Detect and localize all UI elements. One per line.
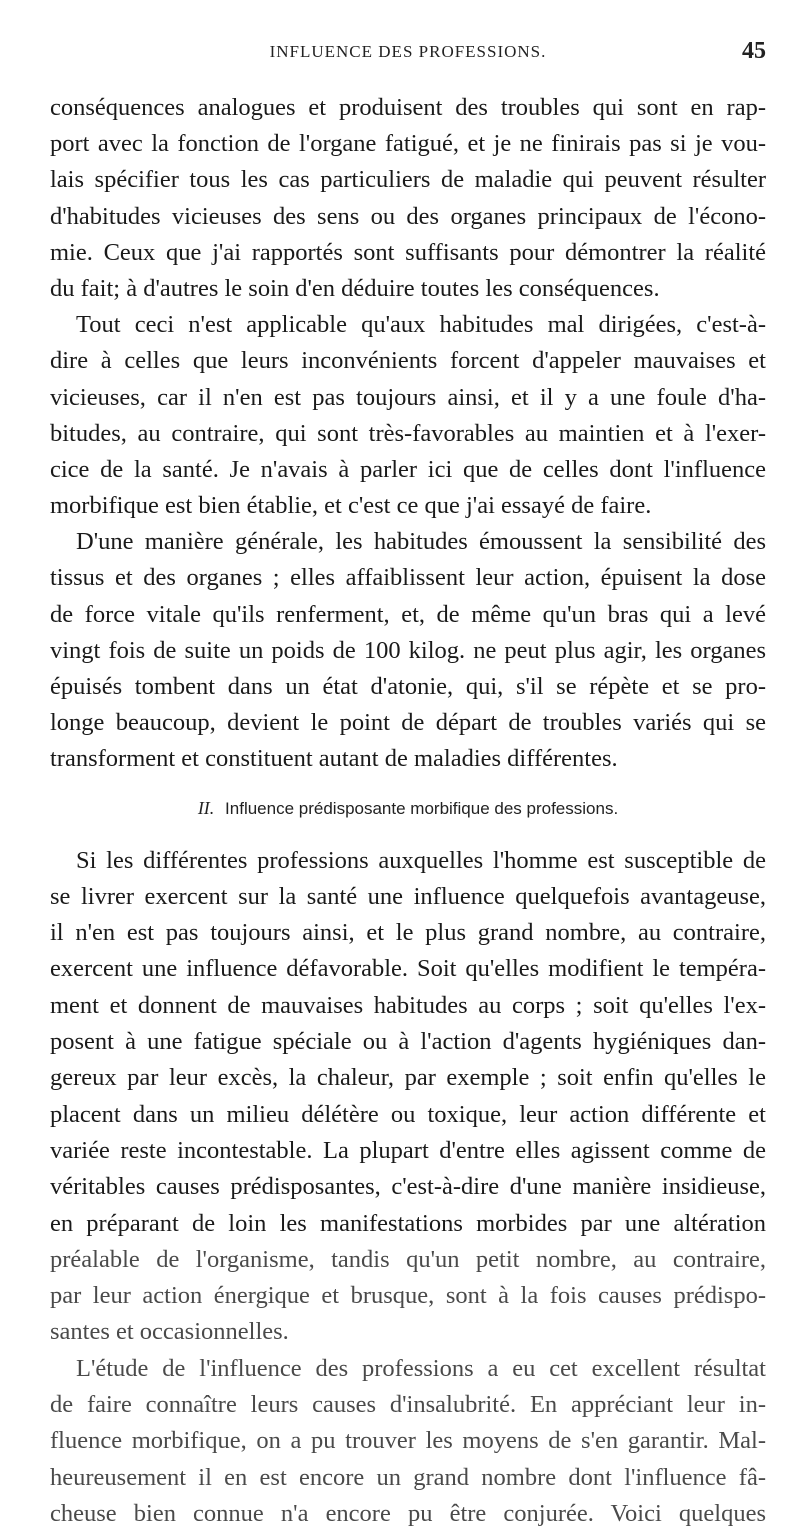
text-line: d'habitudes vicieuses des sens ou des organes principaux de l'écono- bbox=[50, 202, 766, 230]
text-line: Si les différentes professions auxquelles l'homme est susceptible de bbox=[76, 846, 766, 874]
paragraph-2 bbox=[50, 307, 766, 524]
text-line: de force vitale qu'ils renferment, et, de même qu'un bras qui a levé bbox=[50, 600, 766, 628]
section-heading bbox=[50, 798, 766, 819]
paragraph-4 bbox=[50, 843, 766, 1351]
text-line: santes et occasionnelles. bbox=[50, 1318, 289, 1346]
text-line: posent à une fatigue spéciale ou à l'action d'agents hygiéniques dan- bbox=[50, 1028, 766, 1056]
running-title: INFLUENCE DES PROFESSIONS. bbox=[269, 42, 547, 61]
text-line: fluence morbifique, on a pu trouver les moyens de s'en garantir. Mal- bbox=[50, 1427, 766, 1455]
text-line: lais spécifier tous les cas particuliers de maladie qui peuvent résulter bbox=[50, 166, 766, 194]
text-line: L'étude de l'influence des professions a eu cet excellent résultat bbox=[76, 1354, 766, 1382]
text-line: variée reste incontestable. La plupart d'entre elles agissent comme de bbox=[50, 1136, 766, 1164]
text-line: véritables causes prédisposantes, c'est-à-dire d'une manière insidieuse, bbox=[50, 1173, 766, 1201]
text-line: épuisés tombent dans un état d'atonie, qui, s'il se répète et se pro- bbox=[50, 673, 766, 700]
paragraph-1 bbox=[50, 90, 766, 307]
section-numeral: II. bbox=[197, 797, 215, 818]
text-line: exercent une influence défavorable. Soit qu'elles modifient le tempéra- bbox=[50, 955, 766, 983]
text-line: tissus et des organes ; elles affaiblissent leur action, épuisent la dose bbox=[50, 564, 766, 592]
text-line: port avec la fonction de l'organe fatigué, et je ne finirais pas si je vou- bbox=[50, 130, 766, 158]
paragraph-3 bbox=[50, 524, 766, 777]
text-line: mie. Ceux que j'ai rapportés sont suffisants pour démontrer la réalité bbox=[50, 238, 766, 266]
text-line: se livrer exercent sur la santé une influence quelquefois avantageuse, bbox=[50, 882, 766, 910]
text-line: longe beaucoup, devient le point de départ de troubles variés qui se bbox=[50, 709, 766, 737]
text-line: conséquences analogues et produisent des troubles qui sont en rap- bbox=[50, 94, 766, 121]
section-title: Influence prédisposante morbifique des professions. bbox=[225, 798, 619, 818]
text-line: de faire connaître leurs causes d'insalubrité. En appréciant leur in- bbox=[50, 1391, 766, 1419]
text-line: dire à celles que leurs inconvénients forcent d'appeler mauvaises et bbox=[50, 347, 766, 375]
text-line: ment et donnent de mauvaises habitudes au corps ; soit qu'elles l'ex- bbox=[50, 991, 766, 1019]
body-text bbox=[50, 90, 766, 1532]
page-number: 45 bbox=[742, 38, 766, 64]
text-line: vingt fois de suite un poids de 100 kilog. ne peut plus agir, les organes bbox=[50, 636, 766, 664]
text-line: heureusement il en est encore un grand nombre dont l'influence fâ- bbox=[50, 1463, 766, 1491]
text-line: vicieuses, car il n'en est pas toujours ainsi, et il y a une foule d'ha- bbox=[50, 383, 766, 411]
running-head bbox=[50, 38, 766, 72]
text-line: transforment et constituent autant de maladies différentes. bbox=[50, 745, 618, 773]
paragraph-5 bbox=[50, 1351, 766, 1532]
text-line: il n'en est pas toujours ainsi, et le plus grand nombre, au contraire, bbox=[50, 919, 766, 947]
text-line: placent dans un milieu délétère ou toxique, leur action différente et bbox=[50, 1100, 766, 1128]
text-line: du fait; à d'autres le soin d'en déduire toutes les conséquences. bbox=[50, 274, 660, 302]
text-line: Tout ceci n'est applicable qu'aux habitudes mal dirigées, c'est-à- bbox=[76, 311, 766, 339]
text-line: cheuse bien connue n'a encore pu être conjurée. Voici quelques bbox=[50, 1499, 766, 1527]
text-line: bitudes, au contraire, qui sont très-favorables au maintien et à l'exer- bbox=[50, 419, 766, 447]
text-line: par leur action énergique et brusque, sont à la fois causes prédispo- bbox=[50, 1282, 766, 1310]
text-line: préalable de l'organisme, tandis qu'un petit nombre, au contraire, bbox=[50, 1245, 766, 1273]
text-line: D'une manière générale, les habitudes émoussent la sensibilité des bbox=[76, 528, 766, 556]
text-line: en préparant de loin les manifestations morbides par une altération bbox=[50, 1209, 766, 1237]
text-line: cice de la santé. Je n'avais à parler ici que de celles dont l'influence bbox=[50, 455, 766, 483]
text-line: gereux par leur excès, la chaleur, par exemple ; soit enfin qu'elles le bbox=[50, 1064, 766, 1092]
text-line: morbifique est bien établie, et c'est ce que j'ai essayé de faire. bbox=[50, 492, 652, 520]
